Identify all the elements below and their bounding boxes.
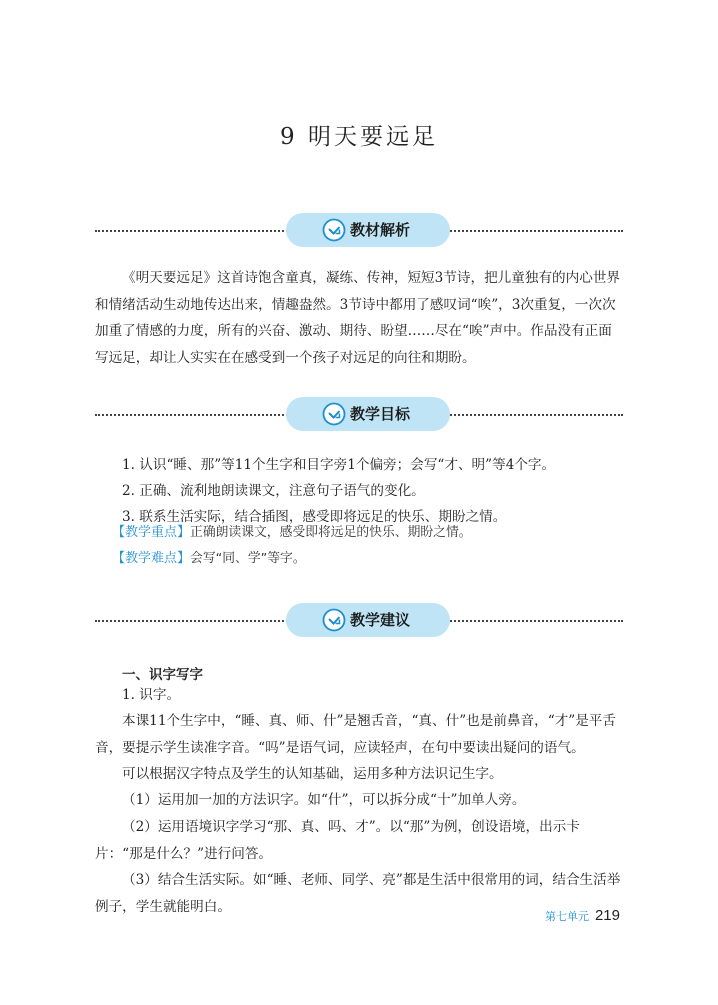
difficulty-line — [112, 545, 306, 573]
subheading-literacy: 一、识字写字 — [122, 667, 203, 683]
section-label: 教学建议 — [350, 611, 411, 629]
section-header-analysis — [95, 213, 623, 249]
section-label: 教学目标 — [350, 405, 411, 423]
checkmark-arrow-icon — [322, 402, 346, 426]
suggestion-item-1: 1. 识字。 — [122, 687, 181, 703]
section-pill — [286, 213, 450, 247]
page-footer — [545, 905, 620, 924]
lesson-title: 9 明天要远足 — [280, 124, 438, 150]
section-header-objectives — [95, 397, 623, 433]
key-point-line — [112, 519, 472, 547]
suggestion-paragraph-2: 可以根据汉字特点及学生的认知基础，运用多种方法识记生字。 — [122, 766, 503, 782]
unit-label: 第七单元 — [544, 910, 589, 923]
section-header-suggestions — [95, 603, 623, 639]
suggestion-paragraph-4: （2）运用语境识字学习“那、真、吗、才”。以“那”为例，创设语境，出示卡片：“那是什么？”进行问答。 — [95, 819, 580, 862]
section-label: 教材解析 — [350, 221, 411, 239]
key-point-label: 【教学重点】 — [112, 525, 191, 540]
objective-item-3: 3. 联系生活实际，结合插图，感受即将远足的快乐、期盼之情。 — [122, 509, 507, 525]
suggestion-paragraph-5: （3）结合生活实际。如“睡、老师、同学、亮”都是生活中很常用的词，结合生活举例子，学生就能明白。 — [95, 872, 621, 915]
suggestion-paragraph-3: （1）运用加一加的方法识字。如“什”，可以拆分成“十”加单人旁。 — [122, 792, 526, 808]
section-pill — [286, 603, 450, 637]
page-number: 219 — [594, 907, 620, 924]
checkmark-arrow-icon — [322, 218, 346, 242]
suggestion-paragraph-1: 本课11个生字中，“睡、真、师、什”是翘舌音，“真、什”也是前鼻音，“才”是平舌音，要提示学生读准字音。“吗”是语气词，应读轻声，在句中要读出疑问的语气。 — [95, 713, 616, 756]
key-point-text: 正确朗读课文，感受即将远足的快乐、期盼之情。 — [190, 525, 472, 540]
analysis-paragraph: 《明天要远足》这首诗饱含童真，凝练、传神，短短3节诗，把儿童独有的内心世界和情绪活动生动地传达出来，情趣盎然。3节诗中都用了感叹词“唉”，3次重复，一次次加重了情感的力度，所有的兴奋、激动、期待、盼望……尽在“唉”声中。作品没有正面写远足，却让人实实在在感受到一个孩子对远足的向往和期盼。 — [95, 270, 621, 366]
checkmark-arrow-icon — [322, 608, 346, 632]
section-pill — [286, 397, 450, 431]
objective-item-1: 1. 认识“睡、那”等11个生字和目字旁1个偏旁；会写“才、明”等4个字。 — [122, 457, 556, 473]
objective-item-2: 2. 正确、流利地朗读课文，注意句子语气的变化。 — [122, 483, 425, 499]
difficulty-text: 会写“同、学”等字。 — [190, 551, 306, 566]
difficulty-label: 【教学难点】 — [112, 551, 191, 566]
